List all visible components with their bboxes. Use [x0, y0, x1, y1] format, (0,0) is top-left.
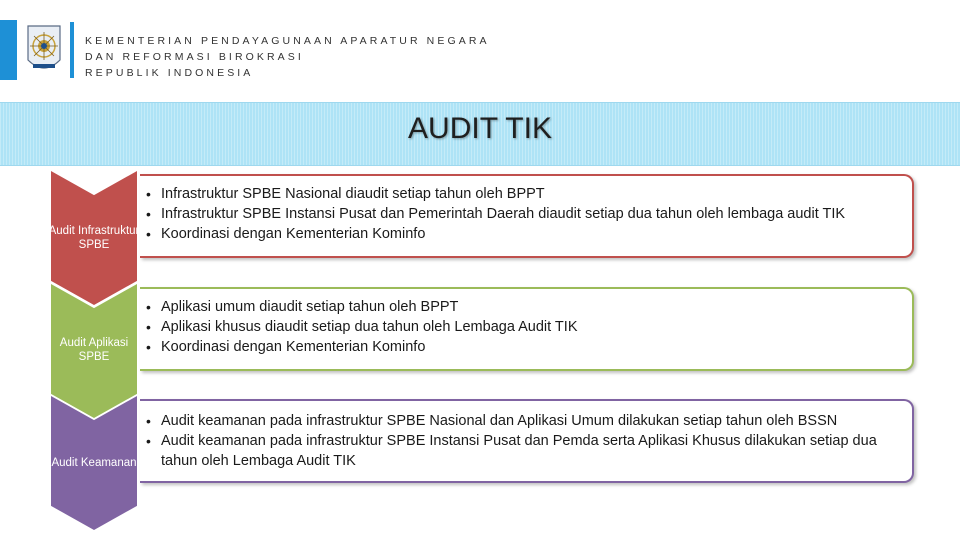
list-item: • Aplikasi khusus diaudit setiap dua tahun oleh Lembaga Audit TIK: [140, 317, 912, 337]
list-item: • Audit keamanan pada infrastruktur SPBE Nasional dan Aplikasi Umum dilakukan setiap tahun oleh BSSN: [140, 411, 912, 431]
page-title: AUDIT TIK: [408, 112, 552, 145]
section-card-keamanan: [140, 399, 914, 483]
list-item: • Infrastruktur SPBE Instansi Pusat dan Pemerintah Daerah diaudit setiap dua tahun oleh lembaga audit TIK: [140, 204, 912, 224]
ministry-emblem-icon: [24, 22, 64, 78]
list-item: • Infrastruktur SPBE Nasional diaudit setiap tahun oleh BPPT: [140, 184, 912, 204]
section-card-infrastruktur: [140, 174, 914, 258]
ministry-line-2: DAN REFORMASI BIROKRASI: [85, 51, 304, 63]
section-label-keamanan: Audit Keamanan: [51, 457, 137, 469]
section-label-infrastruktur: Audit Infrastruktur SPBE: [48, 225, 140, 251]
section-label-aplikasi: Audit Aplikasi SPBE: [59, 337, 129, 363]
list-item: • Audit keamanan pada infrastruktur SPBE Instansi Pusat dan Pemda serta Aplikasi Khusus dilakukan setiap dua tahun oleh Lembaga Audit TIK: [140, 431, 912, 471]
list-item: • Koordinasi dengan Kementerian Kominfo: [140, 224, 912, 244]
list-item: • Aplikasi umum diaudit setiap tahun oleh BPPT: [140, 297, 912, 317]
list-item: • Koordinasi dengan Kementerian Kominfo: [140, 337, 912, 357]
ministry-name: [85, 33, 490, 81]
left-accent-bar: [0, 20, 17, 80]
ministry-line-1: KEMENTERIAN PENDAYAGUNAAN APARATUR NEGARA: [85, 35, 490, 47]
header-divider: [70, 22, 74, 78]
section-card-aplikasi: [140, 287, 914, 371]
ministry-line-3: REPUBLIK INDONESIA: [85, 67, 254, 79]
